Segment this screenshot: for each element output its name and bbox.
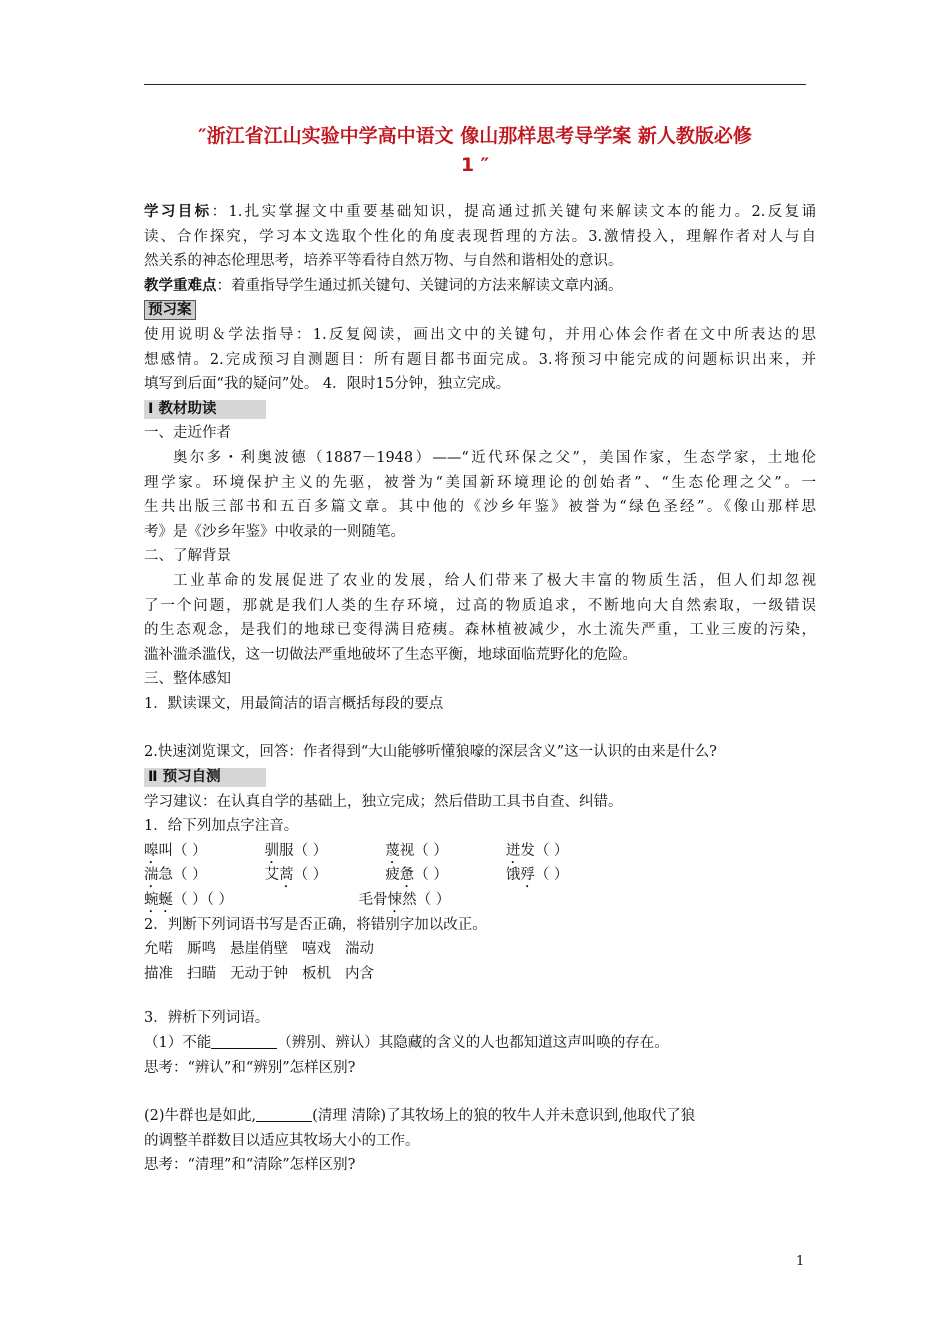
pinyin-item: 艾蒿（ ） [264,867,328,884]
section2-heading: Ⅱ 预习自测 [144,768,266,787]
words-row-1 [144,937,816,962]
answer-space [144,716,816,740]
pinyin-item: 饿殍（ ） [505,867,569,884]
section2-heading-line [144,765,816,790]
key-points-label: 教学重难点 [144,277,217,294]
pinyin-item: 蜿蜒（ ）（ ） [144,892,233,909]
pinyin-item: 迸发（ ） [505,842,569,859]
word-item: 嘻戏 [302,941,331,958]
words-row-2 [144,962,816,987]
pinyin-item: 蔑视（ ） [385,842,448,859]
word-item: 板机 [302,965,331,982]
header-rule [144,84,806,85]
background-line-2: 了一个问题，那就是我们人类的生存环境，过高的物质追求，不断地向大自然索取，一级错误 [144,597,816,614]
title-line-1: ″浙江省江山实验中学高中语文 像山那样思考导学案 新人教版必修 [198,125,752,147]
pinyin-item: 湍急（ ） [144,867,207,884]
word-item: 湍动 [345,941,374,958]
whole-heading: 三、整体感知 [144,671,231,688]
pinyin-row-2 [144,863,816,888]
author-heading: 一、走近作者 [144,425,231,442]
background-line-4: 滥补滥杀滥伐，这一切做法严重地破坏了生态平衡，地球面临荒野化的危险。 [144,646,637,663]
word-item: 扫瞄 [187,965,216,982]
fill-in-blank[interactable] [256,1105,312,1122]
background-line-1: 工业革命的发展促进了农业的发展，给人们带来了极大丰富的物质生活，但人们却忽视 [173,572,816,589]
study-advice: 学习建议：在认真自学的基础上，独立完成；然后借助工具书自查、纠错。 [144,793,623,810]
usage-line-2: 想感情。2.完成预习自测题目：所有题目都书面完成。3.将预习中能完成的问题标识出来，并 [144,351,816,368]
answer-space [144,1080,816,1104]
section1-question-2: 2.快速浏览课文，回答：作者得到“大山能够听懂狼嚎的深层含义”这一认识的由来是什么? [144,744,717,761]
question-3-2: (2)牛群也是如此, (清理 清除)了其牧场上的狼的牧牛人并未意识到,他取代了狼 [144,1104,816,1129]
objectives-line-3: 然关系的神态伦理思考，培养平等看待自然万物、与自然和谐相处的意识。 [144,253,623,270]
document-title [140,122,810,180]
think-2: 思考：“清理”和“清除”怎样区别? [144,1157,356,1174]
author-line-1: 奥尔多・利奥波德（1887－1948）——“近代环保之父”，美国作家，生态学家，土地伦 [173,449,816,466]
question-3-2-line-2: 的调整羊群数目以适应其牧场大小的工作。 [144,1132,420,1149]
blank-space [144,986,816,1006]
word-item: 悬崖俏壁 [230,941,288,958]
author-line-4: 考》是《沙乡年鉴》中收录的一则随笔。 [144,523,405,540]
question-3-1: （1）不能 （辨别、辨认）其隐藏的含义的人也都知道这声叫唤的存在。 [144,1031,816,1056]
author-line-3: 生共出版三部书和五百多篇文章。其中他的《沙乡年鉴》被誉为“绿色圣经”。《像山那样思 [144,499,816,516]
document-body [144,200,816,1178]
objectives-label: 学习目标 [144,204,212,220]
section1-question-1: 1．默读课文，用最简洁的语言概括每段的要点 [144,695,444,712]
word-item: 厮鸣 [187,941,216,958]
author-line-2: 理学家。环境保护主义的先驱，被誉为“美国新环境理论的创始者”、“生态伦理之父”。一 [144,474,816,491]
pinyin-item: 驯服（ ） [264,842,328,859]
pinyin-row-1 [144,839,816,864]
page-number: 1 [796,1254,805,1269]
usage-line-1: 使用说明＆学法指导：1.反复阅读，画出文中的关键句，并用心体会作者在文中所表达的思 [144,326,816,343]
pinyin-item: 毛骨悚然（ ） [358,892,451,909]
title-line-2: 1 ″ [460,154,490,176]
usage-line-3: 填写到后面“我的疑问”处。 4．限时15分钟，独立完成。 [144,376,511,393]
word-item: 内含 [345,965,374,982]
section1-heading-line [144,397,816,422]
pinyin-item: 嗥叫（ ） [144,842,207,859]
objectives-line-2: 读、合作探究，学习本文选取个性化的角度表现哲理的方法。3.激情投入，理解作者对人与自 [144,228,816,245]
pinyin-row-3 [144,888,816,913]
preview-box: 预习案 [144,300,196,320]
word-item: 允喏 [144,941,173,958]
preview-box-line [144,298,816,323]
think-1: 思考：“辨认”和“辨别”怎样区别? [144,1059,356,1076]
section2-question-3: 3．辨析下列词语。 [144,1010,270,1027]
word-item: 无动于钟 [230,965,288,982]
objectives-line-1: 学习目标：1.扎实掌握文中重要基础知识，提高通过抓关键句来解读文本的能力。2.反复诵 [144,204,816,220]
background-line-3: 的生态观念，是我们的地球已变得满目疮痍。森林植被减少，水土流失严重，工业三废的污染， [144,622,816,639]
section2-question-1: 1．给下列加点字注音。 [144,818,299,835]
pinyin-item: 疲惫（ ） [385,867,448,884]
key-points: 教学重难点：着重指导学生通过抓关键句、关键词的方法来解读文章内涵。 [144,277,623,294]
section1-heading: Ⅰ 教材助读 [144,400,266,419]
fill-in-blank[interactable] [211,1032,277,1049]
word-item: 描准 [144,965,173,982]
background-heading: 二、了解背景 [144,548,231,565]
section2-question-2: 2．判断下列词语书写是否正确，将错别字加以改正。 [144,916,487,933]
